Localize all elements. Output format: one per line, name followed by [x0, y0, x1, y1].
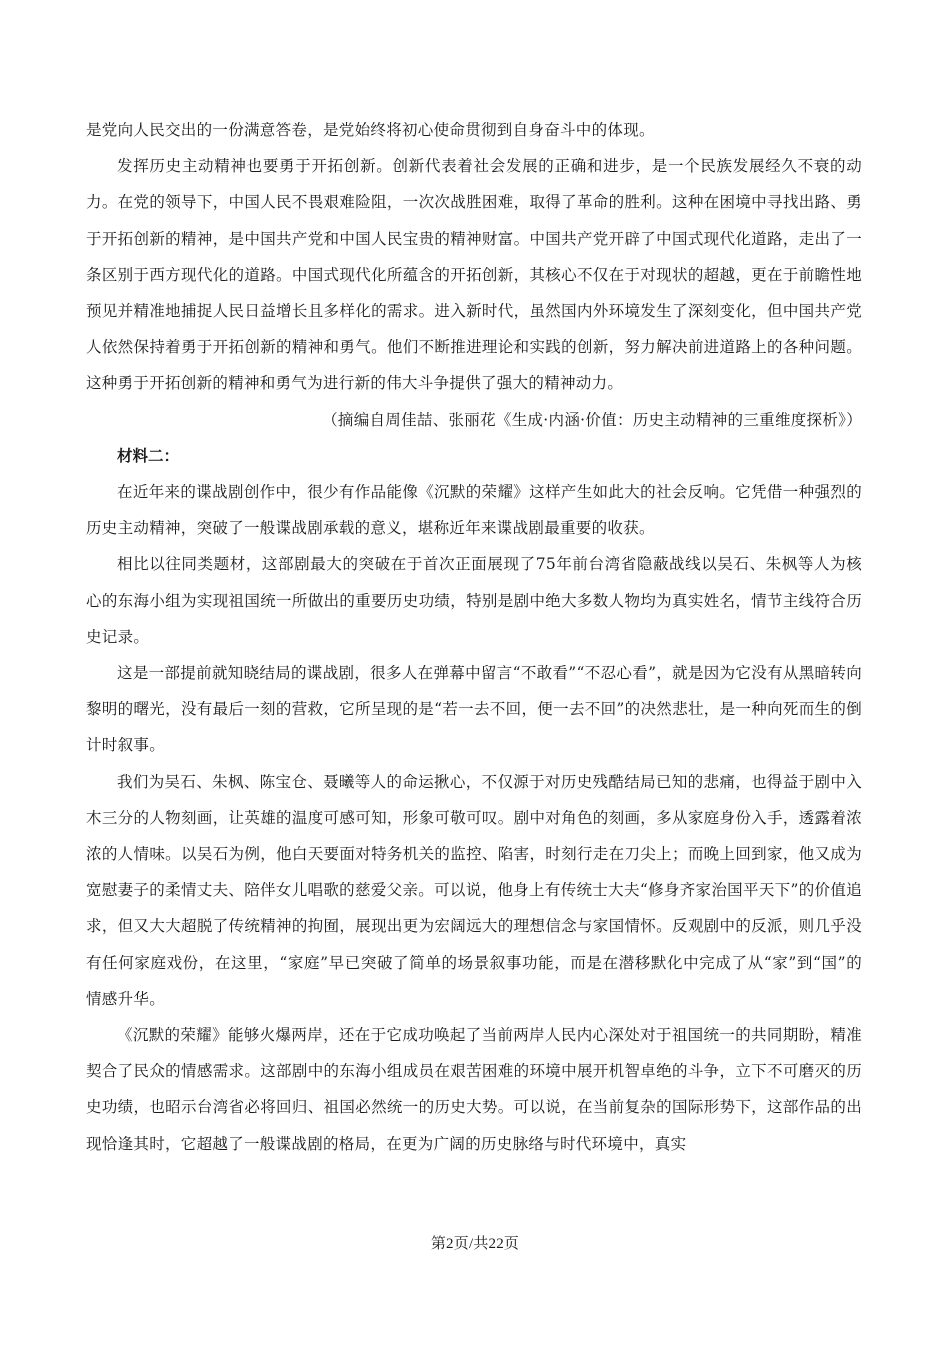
paragraph: 《沉默的荣耀》能够火爆两岸，还在于它成功唤起了当前两岸人民内心深处对于祖国统一的共同期盼，精准契合了民众的情感需求。这部剧中的东海小组成员在艰苦困难的环境中展开机智卓绝的斗争，立下不可磨灭的历史功绩，也昭示台湾省必将回归、祖国必然统一的历史大势。可以说，在当前复杂的国际形势下，这部作品的出现恰逢其时，它超越了一般谍战剧的格局，在更为广阔的历史脉络与时代环境中，真实 [86, 1026, 862, 1153]
document-body [86, 112, 862, 1162]
material-two-heading: 材料二： [117, 445, 180, 465]
paragraph-innovation: 发挥历史主动精神也要勇于开拓创新。创新代表着社会发展的正确和进步，是一个民族发展经久不衰的动力。在党的领导下，中国人民不畏艰难险阻，一次次战胜困难，取得了革命的胜利。这种在困境中寻找出路、勇于开拓创新的精神，是中国共产党和中国人民宝贵的精神财富。中国共产党开辟了中国式现代化道路，走出了一条区别于西方现代化的道路。中国式现代化所蕴含的开拓创新，其核心不仅在于对现状的超越，更在于前瞻性地预见并精准地捕捉人民日益增长且多样化的需求。进入新时代，虽然国内外环境发生了深刻变化，但中国共产党人依然保持着勇于开拓创新的精神和勇气。他们不断推进理论和实践的创新，努力解决前进道路上的各种问题。这种勇于开拓创新的精神和勇气为进行新的伟大斗争提供了强大的精神动力。 [86, 157, 862, 393]
source-citation: （摘编自周佳喆、张丽花《生成·内涵·价值：历史主动精神的三重维度探析》） [322, 410, 862, 429]
paragraph-continuation: 是党向人民交出的一份满意答卷，是党始终将初心使命贯彻到自身奋斗中的体现。 [86, 121, 655, 139]
paragraph: 相比以往同类题材，这部剧最大的突破在于首次正面展现了75年前台湾省隐蔽战线以吴石、朱枫等人为核心的东海小组为实现祖国统一所做出的重要历史功绩，特别是剧中绝大多数人物均为真实姓名，情节主线符合历史记录。 [86, 555, 862, 646]
paragraph: 这是一部提前就知晓结局的谍战剧，很多人在弹幕中留言“不敢看”“不忍心看”，就是因为它没有从黑暗转向黎明的曙光，没有最后一刻的营救，它所呈现的是“若一去不回，便一去不回”的决然悲壮，是一种向死而生的倒计时叙事。 [86, 664, 862, 755]
paragraph: 在近年来的谍战剧创作中，很少有作品能像《沉默的荣耀》这样产生如此大的社会反响。它凭借一种强烈的历史主动精神，突破了一般谍战剧承载的意义，堪称近年来谍战剧最重要的收获。 [86, 483, 862, 538]
paragraph: 我们为吴石、朱枫、陈宝仓、聂曦等人的命运揪心，不仅源于对历史残酷结局已知的悲痛，也得益于剧中入木三分的人物刻画，让英雄的温度可感可知，形象可敬可叹。剧中对角色的刻画，多从家庭身份入手，透露着浓浓的人情味。以吴石为例，他白天要面对特务机关的监控、陷害，时刻行走在刀尖上；而晚上回到家，他又成为宽慰妻子的柔情丈夫、陪伴女儿唱歌的慈爱父亲。可以说，他身上有传统士大夫“修身齐家治国平天下”的价值追求，但又大大超脱了传统精神的拘囿，展现出更为宏阔远大的理想信念与家国情怀。反观剧中的反派，则几乎没有任何家庭戏份，在这里，“家庭”早已突破了简单的场景叙事功能，而是在潜移默化中完成了从“家”到“国”的情感升华。 [86, 772, 862, 1008]
page-number-footer: 第2页/共22页 [430, 1236, 520, 1252]
